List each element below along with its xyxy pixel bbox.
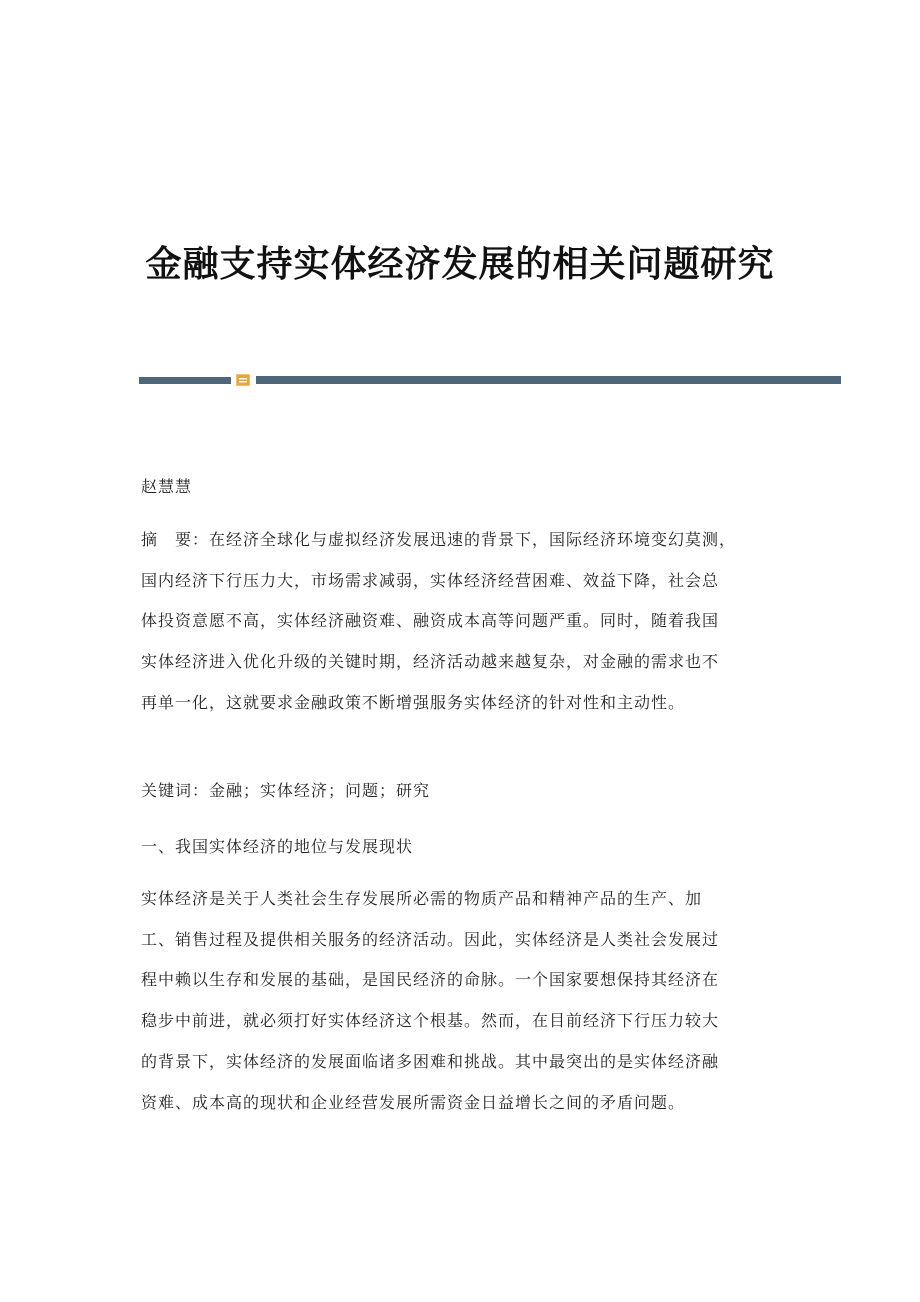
author-name: 赵慧慧 (141, 477, 193, 496)
divider-bar-left (139, 377, 231, 384)
abstract-line: 国内经济下行压力大，市场需求减弱，实体经济经营困难、效益下降，社会总 (141, 570, 720, 590)
body-line: 实体经济是关于人类社会生存发展所必需的物质产品和精神产品的生产、加 (141, 889, 703, 908)
body-line: 稳步中前进，就必须打好实体经济这个根基。然而，在目前经济下行压力较大 (141, 1011, 720, 1031)
body-line: 资难、成本高的现状和企业经营发展所需资金日益增长之间的矛盾问题。 (141, 1092, 686, 1112)
body-line: 的背景下，实体经济的发展面临诸多困难和挑战。其中最突出的是实体经济融 (141, 1051, 720, 1071)
abstract-line: 摘 要：在经济全球化与虚拟经济发展迅速的背景下，国际经济环境变幻莫测， (141, 530, 737, 549)
abstract-line: 体投资意愿不高，实体经济融资难、融资成本高等问题严重。同时，随着我国 (141, 611, 720, 631)
divider-bar-right (256, 376, 841, 384)
body-line: 工、销售过程及提供相关服务的经济活动。因此，实体经济是人类社会发展过 (141, 929, 720, 949)
body-line: 程中赖以生存和发展的基础，是国民经济的命脉。一个国家要想保持其经济在 (141, 970, 720, 990)
section-body (141, 879, 781, 1123)
abstract-line: 再单一化，这就要求金融政策不断增强服务实体经济的针对性和主动性。 (141, 692, 686, 712)
abstract (141, 520, 781, 724)
abstract-line: 实体经济进入优化升级的关键时期，经济活动越来越复杂，对金融的需求也不 (141, 652, 720, 672)
document-title: 金融支持实体经济发展的相关问题研究 (145, 243, 775, 286)
divider-ornament-icon (236, 374, 250, 386)
section-heading: 一、我国实体经济的地位与发展现状 (141, 837, 414, 856)
keywords: 关键词：金融；实体经济；问题；研究 (141, 781, 431, 800)
title-divider (139, 374, 841, 386)
